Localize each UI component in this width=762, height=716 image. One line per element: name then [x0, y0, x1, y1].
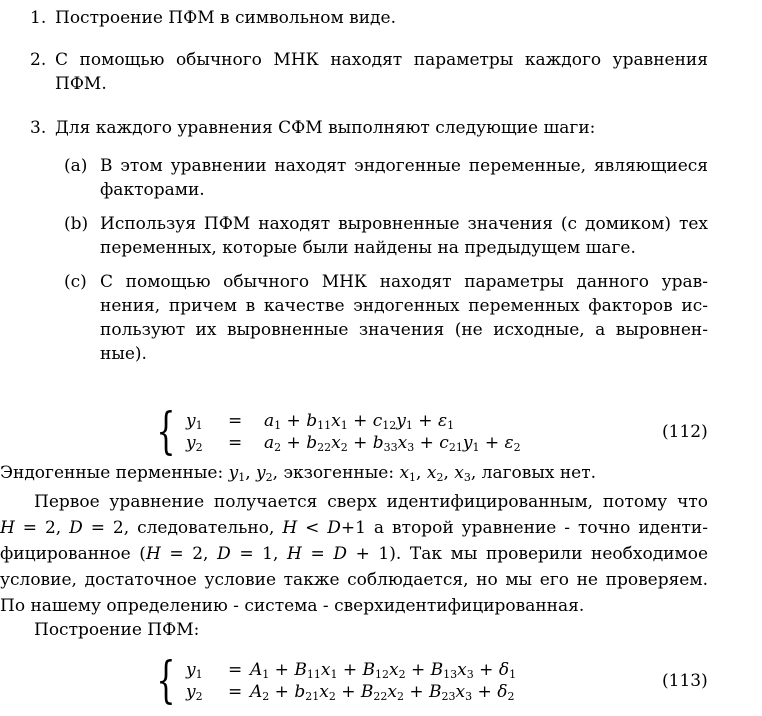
text-run: =: [301, 544, 334, 564]
text-run: +: [337, 660, 363, 680]
math-symbol: [186, 433, 203, 453]
equation-rhs: [250, 659, 516, 681]
math-symbol: [217, 544, 231, 564]
math-symbol: [505, 433, 521, 453]
text-run: условие, достаточное условие также соблюдается, но мы его не проверяем.: [0, 570, 708, 590]
math-symbol: [363, 660, 390, 680]
math-subscript: 3: [466, 668, 474, 681]
text-run: +: [347, 411, 373, 431]
text-line: Используя ПФМ находят выровненные значения (с домиком) тех: [100, 214, 708, 234]
text-line: факторами.: [100, 180, 205, 200]
text-run: = 1,: [230, 544, 288, 564]
math-symbol: [387, 682, 404, 702]
math-symbol: [331, 433, 348, 453]
text-line: ные).: [100, 344, 147, 364]
text-line: переменных, которые были найдены на предыдущем шаге.: [100, 238, 636, 258]
math-subscript: 1: [262, 668, 270, 681]
math-subscript: 22: [317, 441, 332, 454]
math-symbol: [250, 660, 269, 680]
math-var: x: [426, 463, 437, 483]
math-var: y: [186, 682, 196, 702]
text-line: ПФМ.: [55, 74, 107, 94]
text-run: Эндогенные перменные:: [0, 463, 229, 483]
paragraph-line: [0, 569, 708, 591]
text-line: С помощью обычного МНК находят параметры данного урав-: [100, 272, 708, 292]
math-var: B: [294, 660, 307, 680]
math-symbol: [463, 433, 480, 453]
math-subscript: 2: [513, 441, 521, 454]
text-run: +: [335, 682, 361, 702]
text-run: +: [479, 433, 505, 453]
math-var: H: [287, 544, 302, 564]
math-symbol: [287, 544, 302, 564]
math-var: y: [186, 411, 196, 431]
math-symbol: [456, 682, 473, 702]
math-var: x: [399, 463, 410, 483]
math-symbol: [306, 433, 331, 453]
text-run: По нашему определению - система - сверхидентифицированная.: [0, 596, 585, 616]
math-symbol: [373, 433, 398, 453]
math-subscript: 2: [340, 441, 348, 454]
math-var: x: [455, 682, 466, 702]
math-var: D: [69, 518, 83, 538]
math-symbol: [429, 682, 456, 702]
math-var: δ: [498, 660, 510, 680]
math-var: x: [319, 682, 329, 702]
sublist-label: (a): [64, 156, 88, 176]
math-subscript: 2: [328, 690, 336, 703]
math-symbol: [282, 518, 297, 538]
math-symbol: [399, 463, 416, 483]
math-subscript: 1: [238, 471, 246, 484]
text-run: , лаговых нет.: [470, 463, 597, 483]
math-var: b: [306, 411, 318, 431]
math-subscript: 2: [396, 690, 404, 703]
math-symbol: [250, 682, 269, 702]
math-subscript: 12: [375, 668, 389, 681]
text-run: +: [269, 682, 295, 702]
math-subscript: 2: [265, 471, 273, 484]
math-subscript: 2: [195, 441, 203, 454]
math-subscript: 33: [383, 441, 398, 454]
equation-number: (112): [662, 422, 708, 442]
text-run: +1 а второй уравнение - точно иденти-: [340, 518, 709, 538]
equals-sign: =: [228, 411, 243, 431]
math-var: x: [457, 660, 467, 680]
math-symbol: [389, 660, 406, 680]
math-var: x: [454, 463, 464, 483]
math-var: x: [397, 433, 408, 453]
equation-lhs: [186, 410, 203, 432]
math-var: b: [306, 433, 318, 453]
text-run: Построение ПФМ:: [34, 620, 200, 640]
text-run: + 1). Так мы проверили необходимое: [346, 544, 709, 564]
math-subscript: 12: [382, 419, 397, 432]
math-symbol: [319, 682, 336, 702]
text-run: <: [297, 518, 328, 538]
brace-icon: {: [156, 651, 176, 709]
math-var: c: [372, 411, 383, 431]
text-run: Первое уравнение получается сверх идентифицированным, потому что: [34, 492, 708, 512]
math-subscript: 2: [507, 690, 515, 703]
math-symbol: [256, 463, 273, 483]
math-subscript: 21: [305, 690, 320, 703]
text-run: +: [412, 411, 438, 431]
text-run: = 2,: [160, 544, 218, 564]
paragraph-line: [0, 543, 708, 565]
math-var: a: [264, 411, 275, 431]
math-subscript: 22: [373, 690, 388, 703]
math-var: D: [327, 518, 341, 538]
text-line: В этом уравнении находят эндогенные переменные, являющиеся: [100, 156, 708, 176]
math-symbol: [331, 411, 348, 431]
math-symbol: [264, 433, 281, 453]
math-subscript: 2: [195, 690, 203, 703]
math-var: B: [430, 660, 444, 680]
math-subscript: 1: [274, 419, 282, 432]
math-var: A: [250, 660, 263, 680]
math-subscript: 1: [195, 668, 203, 681]
math-var: c: [439, 433, 449, 453]
equation-rhs: [250, 681, 514, 703]
text-run: +: [347, 433, 373, 453]
paragraph-line: [0, 517, 708, 539]
math-var: y: [396, 411, 406, 431]
math-subscript: 3: [463, 471, 471, 484]
equation-lhs: [186, 432, 203, 454]
text-run: +: [473, 660, 499, 680]
math-subscript: 13: [443, 668, 458, 681]
math-symbol: [264, 411, 281, 431]
math-var: ε: [437, 411, 448, 431]
math-subscript: 2: [274, 441, 282, 454]
text-run: +: [269, 660, 295, 680]
equals-sign: =: [228, 433, 243, 453]
math-subscript: 1: [195, 419, 203, 432]
math-subscript: 1: [472, 441, 480, 454]
math-subscript: 11: [306, 668, 321, 681]
math-symbol: [398, 433, 415, 453]
math-symbol: [373, 411, 397, 431]
math-symbol: [0, 518, 15, 538]
math-symbol: [361, 682, 388, 702]
math-var: y: [228, 463, 239, 483]
math-subscript: 1: [409, 471, 417, 484]
math-symbol: [294, 682, 319, 702]
sublist-label: (c): [64, 272, 87, 292]
equation-lhs: [186, 659, 203, 681]
math-symbol: [497, 682, 514, 702]
text-run: ,: [443, 463, 455, 483]
paragraph-line: [0, 462, 708, 484]
math-var: x: [331, 411, 341, 431]
text-run: фицированное (: [0, 544, 146, 564]
paragraph-line: [34, 619, 708, 641]
math-subscript: 1: [447, 419, 455, 432]
math-symbol: [186, 660, 203, 680]
math-symbol: [499, 660, 516, 680]
equals-sign: =: [228, 660, 243, 680]
math-var: A: [250, 682, 263, 702]
math-var: y: [186, 433, 196, 453]
math-var: H: [145, 544, 161, 564]
math-symbol: [306, 411, 331, 431]
paragraph-line: [0, 595, 708, 617]
math-var: B: [362, 660, 375, 680]
math-symbol: [294, 660, 321, 680]
math-symbol: [431, 660, 458, 680]
list-number: 3.: [30, 118, 47, 138]
math-subscript: 3: [407, 441, 415, 454]
equation-number: (113): [662, 671, 708, 691]
math-var: H: [282, 518, 298, 538]
math-subscript: 1: [405, 419, 413, 432]
text-run: +: [405, 660, 431, 680]
math-symbol: [427, 463, 444, 483]
math-symbol: [438, 411, 454, 431]
math-subscript: 2: [436, 471, 444, 484]
text-line: пользуют их выровненные значения (не исходные, а выровнен-: [100, 320, 708, 340]
math-symbol: [327, 518, 341, 538]
math-var: x: [320, 660, 331, 680]
math-symbol: [186, 411, 203, 431]
text-run: +: [281, 433, 307, 453]
math-subscript: 1: [340, 419, 348, 432]
math-symbol: [457, 660, 474, 680]
math-var: ε: [504, 433, 514, 453]
text-run: +: [472, 682, 498, 702]
math-var: x: [389, 660, 399, 680]
math-var: D: [217, 544, 231, 564]
math-var: b: [294, 682, 306, 702]
text-run: = 2,: [14, 518, 70, 538]
equation-rhs: [264, 432, 521, 454]
text-line: Построение ПФМ в символьном виде.: [55, 8, 396, 28]
math-var: x: [331, 433, 341, 453]
sublist-label: (b): [64, 214, 89, 234]
math-subscript: 11: [317, 419, 332, 432]
equation-lhs: [186, 681, 203, 703]
brace-icon: {: [156, 402, 176, 460]
math-var: δ: [497, 682, 508, 702]
text-run: +: [403, 682, 430, 702]
math-subscript: 2: [262, 690, 270, 703]
math-var: x: [387, 682, 397, 702]
math-subscript: 1: [330, 668, 338, 681]
math-subscript: 2: [398, 668, 406, 681]
paragraph-line: [34, 491, 708, 513]
math-subscript: 21: [448, 441, 463, 454]
math-symbol: [439, 433, 463, 453]
math-symbol: [229, 463, 246, 483]
math-var: b: [372, 433, 384, 453]
math-var: a: [264, 433, 275, 453]
math-symbol: [454, 463, 471, 483]
math-var: y: [186, 660, 196, 680]
text-run: = 2, следовательно,: [82, 518, 283, 538]
text-run: +: [414, 433, 440, 453]
math-symbol: [69, 518, 83, 538]
math-var: y: [256, 463, 266, 483]
math-symbol: [333, 544, 347, 564]
math-var: D: [333, 544, 347, 564]
math-symbol: [146, 544, 161, 564]
math-symbol: [186, 682, 203, 702]
math-subscript: 1: [509, 668, 517, 681]
list-number: 1.: [30, 8, 47, 28]
list-number: 2.: [30, 50, 47, 70]
math-subscript: 3: [465, 690, 473, 703]
math-var: B: [360, 682, 374, 702]
text-run: ,: [416, 463, 427, 483]
math-symbol: [321, 660, 338, 680]
text-line: нения, причем в качестве эндогенных переменных факторов ис-: [100, 296, 708, 316]
equation-rhs: [264, 410, 454, 432]
math-subscript: 23: [441, 690, 456, 703]
equals-sign: =: [228, 682, 243, 702]
math-symbol: [396, 411, 413, 431]
text-line: Для каждого уравнения СФМ выполняют следующие шаги:: [55, 118, 596, 138]
math-var: B: [429, 682, 442, 702]
text-run: +: [281, 411, 307, 431]
text-run: , экзогенные:: [272, 463, 400, 483]
text-run: ,: [245, 463, 257, 483]
text-line: С помощью обычного МНК находят параметры каждого уравнения: [55, 50, 708, 70]
math-var: H: [0, 518, 15, 538]
math-var: y: [462, 433, 473, 453]
